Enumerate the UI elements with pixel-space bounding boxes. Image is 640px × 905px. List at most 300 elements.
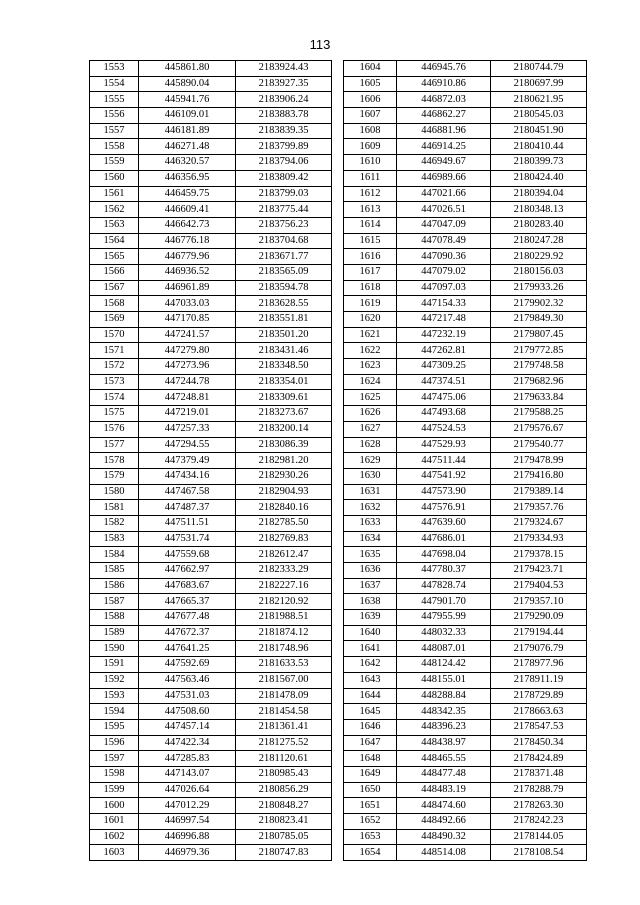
y-coordinate-cell: 2180399.73 xyxy=(491,155,587,171)
x-coordinate-cell: 447170.85 xyxy=(139,312,236,328)
point-number-cell: 1641 xyxy=(344,641,397,657)
y-coordinate-cell: 2183501.20 xyxy=(236,327,332,343)
point-number-cell: 1580 xyxy=(90,484,139,500)
x-coordinate-cell: 448396.23 xyxy=(397,719,491,735)
x-coordinate-cell: 448032.33 xyxy=(397,625,491,641)
x-coordinate-cell: 446642.73 xyxy=(139,217,236,233)
point-number-cell: 1622 xyxy=(344,343,397,359)
y-coordinate-cell: 2180747.83 xyxy=(236,845,332,861)
table-row xyxy=(90,374,332,390)
table-row xyxy=(90,500,332,516)
x-coordinate-cell: 447639.60 xyxy=(397,515,491,531)
table-row xyxy=(344,578,587,594)
x-coordinate-cell: 447097.03 xyxy=(397,280,491,296)
table-row xyxy=(90,782,332,798)
table-row xyxy=(90,359,332,375)
y-coordinate-cell: 2182840.16 xyxy=(236,500,332,516)
x-coordinate-cell: 447273.96 xyxy=(139,359,236,375)
x-coordinate-cell: 445861.80 xyxy=(139,61,236,77)
x-coordinate-cell: 447090.36 xyxy=(397,249,491,265)
y-coordinate-cell: 2180545.03 xyxy=(491,108,587,124)
point-number-cell: 1558 xyxy=(90,139,139,155)
table-row xyxy=(344,359,587,375)
table-row xyxy=(344,186,587,202)
y-coordinate-cell: 2180283.40 xyxy=(491,217,587,233)
y-coordinate-cell: 2183927.35 xyxy=(236,76,332,92)
point-number-cell: 1620 xyxy=(344,312,397,328)
y-coordinate-cell: 2179357.76 xyxy=(491,500,587,516)
y-coordinate-cell: 2183565.09 xyxy=(236,264,332,280)
point-number-cell: 1582 xyxy=(90,515,139,531)
table-row xyxy=(344,814,587,830)
y-coordinate-cell: 2179748.58 xyxy=(491,359,587,375)
x-coordinate-cell: 447531.03 xyxy=(139,688,236,704)
table-row xyxy=(90,688,332,704)
y-coordinate-cell: 2180744.79 xyxy=(491,61,587,77)
x-coordinate-cell: 447374.51 xyxy=(397,374,491,390)
y-coordinate-cell: 2183671.77 xyxy=(236,249,332,265)
point-number-cell: 1643 xyxy=(344,672,397,688)
coordinate-table-left xyxy=(89,60,332,861)
x-coordinate-cell: 447828.74 xyxy=(397,578,491,594)
x-coordinate-cell: 447279.80 xyxy=(139,343,236,359)
table-row xyxy=(90,468,332,484)
table-row xyxy=(344,751,587,767)
point-number-cell: 1596 xyxy=(90,735,139,751)
y-coordinate-cell: 2183799.89 xyxy=(236,139,332,155)
point-number-cell: 1574 xyxy=(90,390,139,406)
x-coordinate-cell: 448483.19 xyxy=(397,782,491,798)
table-row xyxy=(344,515,587,531)
y-coordinate-cell: 2183200.14 xyxy=(236,421,332,437)
table-row xyxy=(90,563,332,579)
point-number-cell: 1594 xyxy=(90,704,139,720)
table-row xyxy=(90,594,332,610)
table-row xyxy=(90,657,332,673)
y-coordinate-cell: 2179378.15 xyxy=(491,547,587,563)
point-number-cell: 1630 xyxy=(344,468,397,484)
y-coordinate-cell: 2179902.32 xyxy=(491,296,587,312)
table-row xyxy=(344,484,587,500)
y-coordinate-cell: 2183809.42 xyxy=(236,170,332,186)
point-number-cell: 1555 xyxy=(90,92,139,108)
point-number-cell: 1570 xyxy=(90,327,139,343)
x-coordinate-cell: 446872.03 xyxy=(397,92,491,108)
table-row xyxy=(344,155,587,171)
y-coordinate-cell: 2181988.51 xyxy=(236,610,332,626)
table-row xyxy=(344,766,587,782)
point-number-cell: 1610 xyxy=(344,155,397,171)
y-coordinate-cell: 2178663.63 xyxy=(491,704,587,720)
x-coordinate-cell: 446936.52 xyxy=(139,264,236,280)
y-coordinate-cell: 2180348.13 xyxy=(491,202,587,218)
point-number-cell: 1581 xyxy=(90,500,139,516)
x-coordinate-cell: 446271.48 xyxy=(139,139,236,155)
point-number-cell: 1560 xyxy=(90,170,139,186)
y-coordinate-cell: 2179334.93 xyxy=(491,531,587,547)
point-number-cell: 1584 xyxy=(90,547,139,563)
table-row xyxy=(344,312,587,328)
y-coordinate-cell: 2183794.06 xyxy=(236,155,332,171)
table-row xyxy=(90,170,332,186)
table-row xyxy=(90,625,332,641)
point-number-cell: 1563 xyxy=(90,217,139,233)
x-coordinate-cell: 447641.25 xyxy=(139,641,236,657)
table-row xyxy=(90,280,332,296)
y-coordinate-cell: 2183924.43 xyxy=(236,61,332,77)
table-row xyxy=(344,202,587,218)
point-number-cell: 1591 xyxy=(90,657,139,673)
y-coordinate-cell: 2180985.43 xyxy=(236,766,332,782)
x-coordinate-cell: 447154.33 xyxy=(397,296,491,312)
point-number-cell: 1606 xyxy=(344,92,397,108)
x-coordinate-cell: 448342.35 xyxy=(397,704,491,720)
y-coordinate-cell: 2183906.24 xyxy=(236,92,332,108)
y-coordinate-cell: 2181275.52 xyxy=(236,735,332,751)
point-number-cell: 1613 xyxy=(344,202,397,218)
x-coordinate-cell: 447047.09 xyxy=(397,217,491,233)
y-coordinate-cell: 2183775.44 xyxy=(236,202,332,218)
table-row xyxy=(344,468,587,484)
x-coordinate-cell: 447262.81 xyxy=(397,343,491,359)
table-row xyxy=(344,563,587,579)
x-coordinate-cell: 448087.01 xyxy=(397,641,491,657)
x-coordinate-cell: 447021.66 xyxy=(397,186,491,202)
table-row xyxy=(344,547,587,563)
point-number-cell: 1576 xyxy=(90,421,139,437)
table-row xyxy=(90,92,332,108)
y-coordinate-cell: 2183756.23 xyxy=(236,217,332,233)
table-row xyxy=(344,139,587,155)
x-coordinate-cell: 447467.58 xyxy=(139,484,236,500)
point-number-cell: 1616 xyxy=(344,249,397,265)
y-coordinate-cell: 2179423.71 xyxy=(491,563,587,579)
point-number-cell: 1634 xyxy=(344,531,397,547)
table-row xyxy=(344,453,587,469)
table-row xyxy=(344,657,587,673)
y-coordinate-cell: 2183839.35 xyxy=(236,123,332,139)
y-coordinate-cell: 2181748.96 xyxy=(236,641,332,657)
table-row xyxy=(90,845,332,861)
x-coordinate-cell: 448155.01 xyxy=(397,672,491,688)
point-number-cell: 1617 xyxy=(344,264,397,280)
y-coordinate-cell: 2180785.05 xyxy=(236,829,332,845)
y-coordinate-cell: 2181567.00 xyxy=(236,672,332,688)
y-coordinate-cell: 2181454.58 xyxy=(236,704,332,720)
y-coordinate-cell: 2183086.39 xyxy=(236,437,332,453)
y-coordinate-cell: 2182930.26 xyxy=(236,468,332,484)
x-coordinate-cell: 445890.04 xyxy=(139,76,236,92)
x-coordinate-cell: 447026.51 xyxy=(397,202,491,218)
y-coordinate-cell: 2181633.53 xyxy=(236,657,332,673)
x-coordinate-cell: 446181.89 xyxy=(139,123,236,139)
point-number-cell: 1600 xyxy=(90,798,139,814)
table-row xyxy=(344,625,587,641)
table-row xyxy=(90,312,332,328)
table-row xyxy=(344,108,587,124)
y-coordinate-cell: 2183354.01 xyxy=(236,374,332,390)
point-number-cell: 1566 xyxy=(90,264,139,280)
table-row xyxy=(344,782,587,798)
x-coordinate-cell: 447493.68 xyxy=(397,406,491,422)
table-row xyxy=(90,390,332,406)
x-coordinate-cell: 446979.36 xyxy=(139,845,236,861)
table-row xyxy=(344,421,587,437)
x-coordinate-cell: 447248.81 xyxy=(139,390,236,406)
table-row xyxy=(344,672,587,688)
table-row xyxy=(344,217,587,233)
y-coordinate-cell: 2183431.46 xyxy=(236,343,332,359)
point-number-cell: 1573 xyxy=(90,374,139,390)
y-coordinate-cell: 2180394.04 xyxy=(491,186,587,202)
y-coordinate-cell: 2179478.99 xyxy=(491,453,587,469)
point-number-cell: 1575 xyxy=(90,406,139,422)
y-coordinate-cell: 2180856.29 xyxy=(236,782,332,798)
x-coordinate-cell: 447698.04 xyxy=(397,547,491,563)
x-coordinate-cell: 447143.07 xyxy=(139,766,236,782)
table-row xyxy=(344,594,587,610)
point-number-cell: 1588 xyxy=(90,610,139,626)
x-coordinate-cell: 447901.70 xyxy=(397,594,491,610)
point-number-cell: 1612 xyxy=(344,186,397,202)
table-row xyxy=(344,123,587,139)
table-row xyxy=(344,798,587,814)
x-coordinate-cell: 446910.86 xyxy=(397,76,491,92)
point-number-cell: 1592 xyxy=(90,672,139,688)
point-number-cell: 1605 xyxy=(344,76,397,92)
y-coordinate-cell: 2182227.16 xyxy=(236,578,332,594)
x-coordinate-cell: 448124.42 xyxy=(397,657,491,673)
point-number-cell: 1572 xyxy=(90,359,139,375)
point-number-cell: 1623 xyxy=(344,359,397,375)
table-row xyxy=(90,343,332,359)
x-coordinate-cell: 448490.32 xyxy=(397,829,491,845)
y-coordinate-cell: 2178144.05 xyxy=(491,829,587,845)
x-coordinate-cell: 447379.49 xyxy=(139,453,236,469)
point-number-cell: 1624 xyxy=(344,374,397,390)
y-coordinate-cell: 2178424.89 xyxy=(491,751,587,767)
point-number-cell: 1569 xyxy=(90,312,139,328)
table-row xyxy=(90,798,332,814)
point-number-cell: 1590 xyxy=(90,641,139,657)
y-coordinate-cell: 2179416.80 xyxy=(491,468,587,484)
x-coordinate-cell: 448474.60 xyxy=(397,798,491,814)
y-coordinate-cell: 2178547.53 xyxy=(491,719,587,735)
x-coordinate-cell: 447511.51 xyxy=(139,515,236,531)
table-row xyxy=(344,641,587,657)
table-row xyxy=(90,123,332,139)
x-coordinate-cell: 447529.93 xyxy=(397,437,491,453)
point-number-cell: 1635 xyxy=(344,547,397,563)
point-number-cell: 1593 xyxy=(90,688,139,704)
x-coordinate-cell: 446320.57 xyxy=(139,155,236,171)
table-row xyxy=(90,610,332,626)
y-coordinate-cell: 2179576.67 xyxy=(491,421,587,437)
table-row xyxy=(344,688,587,704)
table-row xyxy=(90,453,332,469)
point-number-cell: 1639 xyxy=(344,610,397,626)
point-number-cell: 1554 xyxy=(90,76,139,92)
point-number-cell: 1595 xyxy=(90,719,139,735)
point-number-cell: 1608 xyxy=(344,123,397,139)
table-row xyxy=(90,421,332,437)
point-number-cell: 1627 xyxy=(344,421,397,437)
point-number-cell: 1553 xyxy=(90,61,139,77)
y-coordinate-cell: 2179933.26 xyxy=(491,280,587,296)
y-coordinate-cell: 2179404.53 xyxy=(491,578,587,594)
y-coordinate-cell: 2178108.54 xyxy=(491,845,587,861)
x-coordinate-cell: 448288.84 xyxy=(397,688,491,704)
point-number-cell: 1633 xyxy=(344,515,397,531)
table-row xyxy=(344,610,587,626)
x-coordinate-cell: 446776.18 xyxy=(139,233,236,249)
table-row xyxy=(344,233,587,249)
table-row xyxy=(344,343,587,359)
x-coordinate-cell: 447033.03 xyxy=(139,296,236,312)
table-row xyxy=(90,735,332,751)
x-coordinate-cell: 447257.33 xyxy=(139,421,236,437)
table-row xyxy=(90,202,332,218)
y-coordinate-cell: 2182120.92 xyxy=(236,594,332,610)
table-row xyxy=(90,296,332,312)
x-coordinate-cell: 446881.96 xyxy=(397,123,491,139)
x-coordinate-cell: 447012.29 xyxy=(139,798,236,814)
x-coordinate-cell: 447475.06 xyxy=(397,390,491,406)
table-row xyxy=(344,437,587,453)
table-row xyxy=(90,672,332,688)
point-number-cell: 1638 xyxy=(344,594,397,610)
point-number-cell: 1568 xyxy=(90,296,139,312)
table-row xyxy=(344,719,587,735)
table-row xyxy=(344,500,587,516)
x-coordinate-cell: 447217.48 xyxy=(397,312,491,328)
y-coordinate-cell: 2178977.96 xyxy=(491,657,587,673)
table-row xyxy=(90,406,332,422)
y-coordinate-cell: 2181874.12 xyxy=(236,625,332,641)
y-coordinate-cell: 2180424.40 xyxy=(491,170,587,186)
y-coordinate-cell: 2179389.14 xyxy=(491,484,587,500)
table-row xyxy=(90,61,332,77)
point-number-cell: 1628 xyxy=(344,437,397,453)
table-row xyxy=(90,766,332,782)
y-coordinate-cell: 2182612.47 xyxy=(236,547,332,563)
point-number-cell: 1646 xyxy=(344,719,397,735)
x-coordinate-cell: 447079.02 xyxy=(397,264,491,280)
table-row xyxy=(90,186,332,202)
x-coordinate-cell: 446862.27 xyxy=(397,108,491,124)
y-coordinate-cell: 2178911.19 xyxy=(491,672,587,688)
x-coordinate-cell: 447026.64 xyxy=(139,782,236,798)
x-coordinate-cell: 448477.48 xyxy=(397,766,491,782)
table-row xyxy=(90,719,332,735)
point-number-cell: 1567 xyxy=(90,280,139,296)
y-coordinate-cell: 2178729.89 xyxy=(491,688,587,704)
x-coordinate-cell: 447955.99 xyxy=(397,610,491,626)
x-coordinate-cell: 447232.19 xyxy=(397,327,491,343)
table-row xyxy=(344,61,587,77)
table-row xyxy=(344,704,587,720)
point-number-cell: 1609 xyxy=(344,139,397,155)
table-row xyxy=(344,296,587,312)
y-coordinate-cell: 2179194.44 xyxy=(491,625,587,641)
table-row xyxy=(344,374,587,390)
point-number-cell: 1577 xyxy=(90,437,139,453)
point-number-cell: 1565 xyxy=(90,249,139,265)
table-row xyxy=(90,437,332,453)
x-coordinate-cell: 447285.83 xyxy=(139,751,236,767)
point-number-cell: 1654 xyxy=(344,845,397,861)
x-coordinate-cell: 448438.97 xyxy=(397,735,491,751)
x-coordinate-cell: 447563.46 xyxy=(139,672,236,688)
table-row xyxy=(90,233,332,249)
x-coordinate-cell: 447541.92 xyxy=(397,468,491,484)
x-coordinate-cell: 446356.95 xyxy=(139,170,236,186)
x-coordinate-cell: 447487.37 xyxy=(139,500,236,516)
x-coordinate-cell: 447672.37 xyxy=(139,625,236,641)
point-number-cell: 1645 xyxy=(344,704,397,720)
y-coordinate-cell: 2180156.03 xyxy=(491,264,587,280)
y-coordinate-cell: 2179682.96 xyxy=(491,374,587,390)
point-number-cell: 1557 xyxy=(90,123,139,139)
point-number-cell: 1650 xyxy=(344,782,397,798)
x-coordinate-cell: 448514.08 xyxy=(397,845,491,861)
x-coordinate-cell: 447677.48 xyxy=(139,610,236,626)
y-coordinate-cell: 2179540.77 xyxy=(491,437,587,453)
table-row xyxy=(90,217,332,233)
x-coordinate-cell: 445941.76 xyxy=(139,92,236,108)
table-row xyxy=(90,751,332,767)
x-coordinate-cell: 447559.68 xyxy=(139,547,236,563)
x-coordinate-cell: 447241.57 xyxy=(139,327,236,343)
point-number-cell: 1597 xyxy=(90,751,139,767)
y-coordinate-cell: 2183799.03 xyxy=(236,186,332,202)
y-coordinate-cell: 2179807.45 xyxy=(491,327,587,343)
table-row xyxy=(344,829,587,845)
y-coordinate-cell: 2180823.41 xyxy=(236,814,332,830)
y-coordinate-cell: 2181361.41 xyxy=(236,719,332,735)
x-coordinate-cell: 446949.67 xyxy=(397,155,491,171)
point-number-cell: 1644 xyxy=(344,688,397,704)
point-number-cell: 1649 xyxy=(344,766,397,782)
point-number-cell: 1603 xyxy=(90,845,139,861)
y-coordinate-cell: 2179076.79 xyxy=(491,641,587,657)
y-coordinate-cell: 2180247.28 xyxy=(491,233,587,249)
point-number-cell: 1636 xyxy=(344,563,397,579)
x-coordinate-cell: 447524.53 xyxy=(397,421,491,437)
point-number-cell: 1579 xyxy=(90,468,139,484)
table-row xyxy=(90,641,332,657)
x-coordinate-cell: 448465.55 xyxy=(397,751,491,767)
point-number-cell: 1589 xyxy=(90,625,139,641)
x-coordinate-cell: 447665.37 xyxy=(139,594,236,610)
point-number-cell: 1585 xyxy=(90,563,139,579)
point-number-cell: 1619 xyxy=(344,296,397,312)
x-coordinate-cell: 448492.66 xyxy=(397,814,491,830)
point-number-cell: 1637 xyxy=(344,578,397,594)
y-coordinate-cell: 2178263.30 xyxy=(491,798,587,814)
y-coordinate-cell: 2178242.23 xyxy=(491,814,587,830)
y-coordinate-cell: 2179290.09 xyxy=(491,610,587,626)
table-row xyxy=(344,280,587,296)
y-coordinate-cell: 2179772.85 xyxy=(491,343,587,359)
table-row xyxy=(90,829,332,845)
point-number-cell: 1642 xyxy=(344,657,397,673)
y-coordinate-cell: 2182904.93 xyxy=(236,484,332,500)
point-number-cell: 1564 xyxy=(90,233,139,249)
point-number-cell: 1621 xyxy=(344,327,397,343)
y-coordinate-cell: 2182785.50 xyxy=(236,515,332,531)
x-coordinate-cell: 446779.96 xyxy=(139,249,236,265)
